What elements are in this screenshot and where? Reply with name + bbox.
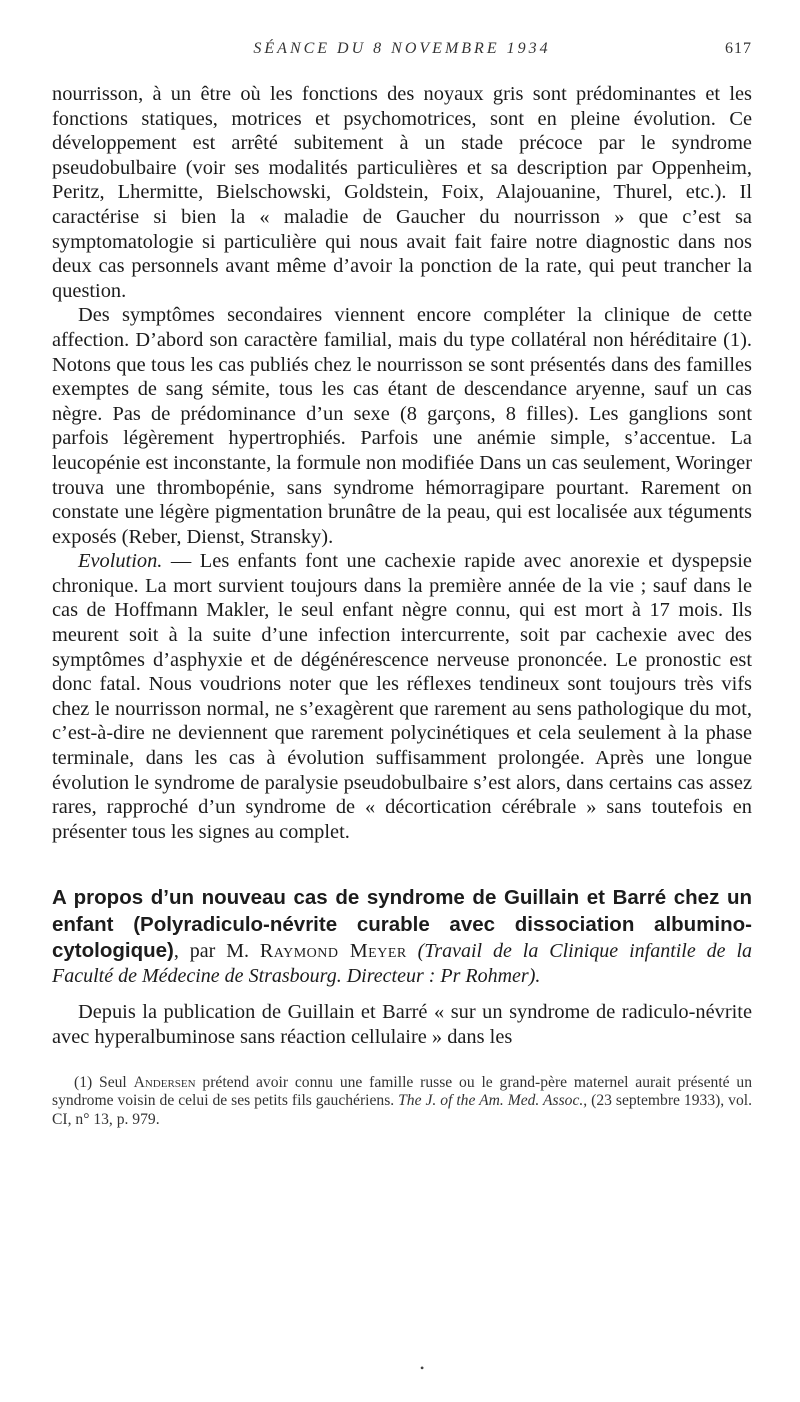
footnote-text: prétend avoir connu une famille russe ou le grand-père maternel aurait présenté un syndrome voisin de celui de ses petits fils gauchériens. <box>52 1073 753 1110</box>
paragraph-secondary-symptoms: Des symptômes secondaires viennent encore compléter la clinique de cette affection. D’abord son caractère familial, mais du type collatéral non héréditaire (1). Notons que tous les cas publiés chez le nourrisson se sont présentés dans des familles exemptes de sang sémite, tous les cas étant de descendance aryenne, sauf un cas nègre. Pas de prédominance d’un sexe (8 garçons, 8 filles). Les ganglions sont parfois légèrement hypertrophiés. Parfois une anémie simple, s’accentue. La leucopénie est inconstante, la formule non modifiée Dans un cas seulement, Woringer trouva une thrombopénie, sans syndrome hémorragipare pourtant. Rarement on constate une légère pigmentation brunâtre de la peau, qui est localisée aux téguments exposés (Reber, Dienst, Stransky). <box>52 304 752 548</box>
article-opening-paragraph: Depuis la publication de Guillain et Barré « sur un syndrome de radiculo-névrite avec hyperalbuminose sans réaction cellulaire » dans les <box>52 1001 752 1049</box>
footnote <box>52 1074 752 1130</box>
paragraph-continuation: nourrisson, à un être où les fonctions des noyaux gris sont prédominantes et les fonctions statiques, motrices et psychomotrices, sont en pleine évolution. Ce développement est arrêté subitement à un stade précoce par le syndrome pseudobulbaire (voir ses modalités particulières et sa description par Oppenheim, Peritz, Lhermitte, Bielschowski, Goldstein, Foix, Alajouanine, Thurel, etc.). Il caractérise si bien la « maladie de Gaucher du nourrisson » que c’est sa symptomatologie si particulière qui nous avait fait faire notre diagnostic dans nos deux cas personnels avant même d’avoir la ponction de la rate, qui peut trancher la question. <box>52 83 752 302</box>
footnote-marker: (1) Seul <box>74 1073 134 1091</box>
article-author: Raymond Meyer <box>259 939 407 962</box>
article-title: A propos d’un nouveau cas de syndrome de Guillain et Barré chez un enfant (Polyradiculo-névrite curable avec dissociation albumino-cytologique) <box>52 886 752 962</box>
running-head <box>52 40 752 68</box>
evolution-lead: Evolution. <box>78 550 163 573</box>
page-mark: • <box>420 1361 425 1375</box>
article-source: (Travail de la Clinique infantile de la Faculté de Médecine de Strasbourg. Directeur : Pr Rohmer). <box>52 939 752 988</box>
page-number: 617 <box>725 40 752 57</box>
running-title: SÉANCE DU 8 NOVEMBRE 1934 <box>253 40 551 57</box>
body-text <box>52 82 752 1130</box>
byline-prefix: , par M. <box>173 939 260 962</box>
footnote-citation: , (23 septembre 1933), vol. CI, n° 13, p. 979. <box>52 1092 752 1128</box>
paragraph-evolution <box>52 549 752 844</box>
footnote-author: Andersen <box>133 1073 196 1091</box>
evolution-text: — Les enfants font une cachexie rapide avec anorexie et dyspepsie chronique. La mort survient toujours dans la première année de la vie ; sauf dans le cas de Hoffmann Makler, le seul enfant nègre connu, qui est mort à 17 mois. Ils meurent soit à la suite d’une infection intercurrente, soit par cachexie avec des symptômes d’asphyxie et de dégénérescence nerveuse prononcée. Le pronostic est donc fatal. Nous voudrions noter que les réflexes tendineux sont toujours très vifs chez le nourrisson normal, ne s’exagèrent que rarement au sens pathologique du mot, c’est-à-dire ne deviennent que rarement polycinétiques et cela seulement à la phase terminale, dans les cas à évolution suffisamment prolongée. Après une longue évolution le syndrome de paralysie pseudobulbaire s’est alors, dans certains cas assez rares, rapproché d’un syndrome de « décortication cérébrale » sans toutefois en présenter tous les signes au complet. <box>52 550 752 843</box>
article-heading <box>52 885 752 989</box>
footnote-journal: The J. of the Am. Med. Assoc. <box>398 1092 584 1110</box>
